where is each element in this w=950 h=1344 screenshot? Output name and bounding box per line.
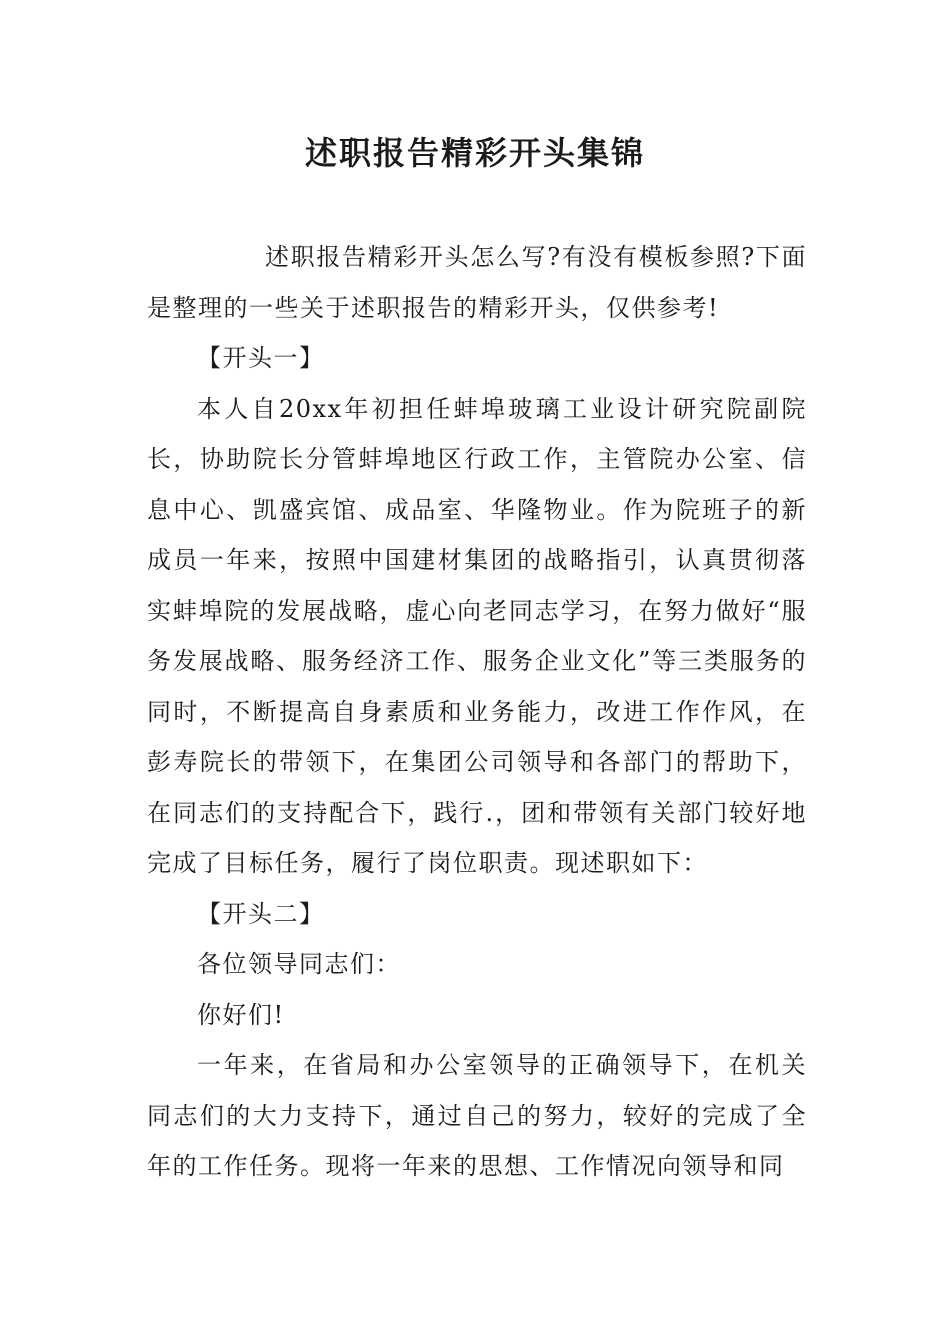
intro-paragraph: 述职报告精彩开头怎么写?有没有模板参照?下面是整理的一些关于述职报告的精彩开头，仅供参考! bbox=[147, 243, 807, 322]
section-heading-1: 【开头一】 bbox=[197, 344, 325, 372]
document-body bbox=[147, 232, 807, 1192]
section-heading-2: 【开头二】 bbox=[197, 899, 325, 928]
document-title: 述职报告精彩开头集锦 bbox=[304, 134, 645, 172]
opening-one-paragraph: 本人自20xx年初担任蚌埠玻璃工业设计研究院副院长，协助院长分管蚌埠地区行政工作，主管院办公室、信息中心、凯盛宾馆、成品室、华隆物业。作为院班子的新成员一年来，按照中国建材集团的战略指引，认真贯彻落实蚌埠院的发展战略，虚心向老同志学习，在努力做好“服务发展战略、服务经济工作、服务企业文化”等三类服务的同时，不断提高自身素质和业务能力，改进工作作风，在彭寿院长的带领下，在集团公司领导和各部门的帮助下，在同志们的支持配合下，践行.，团和带领有关部门较好地完成了目标任务，履行了岗位职责。现述职如下： bbox=[147, 394, 807, 877]
salutation: 各位领导同志们： bbox=[197, 950, 401, 978]
opening-two-paragraph: 一年来，在省局和办公室领导的正确领导下，在机关同志们的大力支持下，通过自己的努力，较好的完成了全年的工作任务。现将一年来的思想、工作情况向领导和同 bbox=[147, 1051, 807, 1180]
greeting: 你好们! bbox=[197, 1000, 285, 1029]
